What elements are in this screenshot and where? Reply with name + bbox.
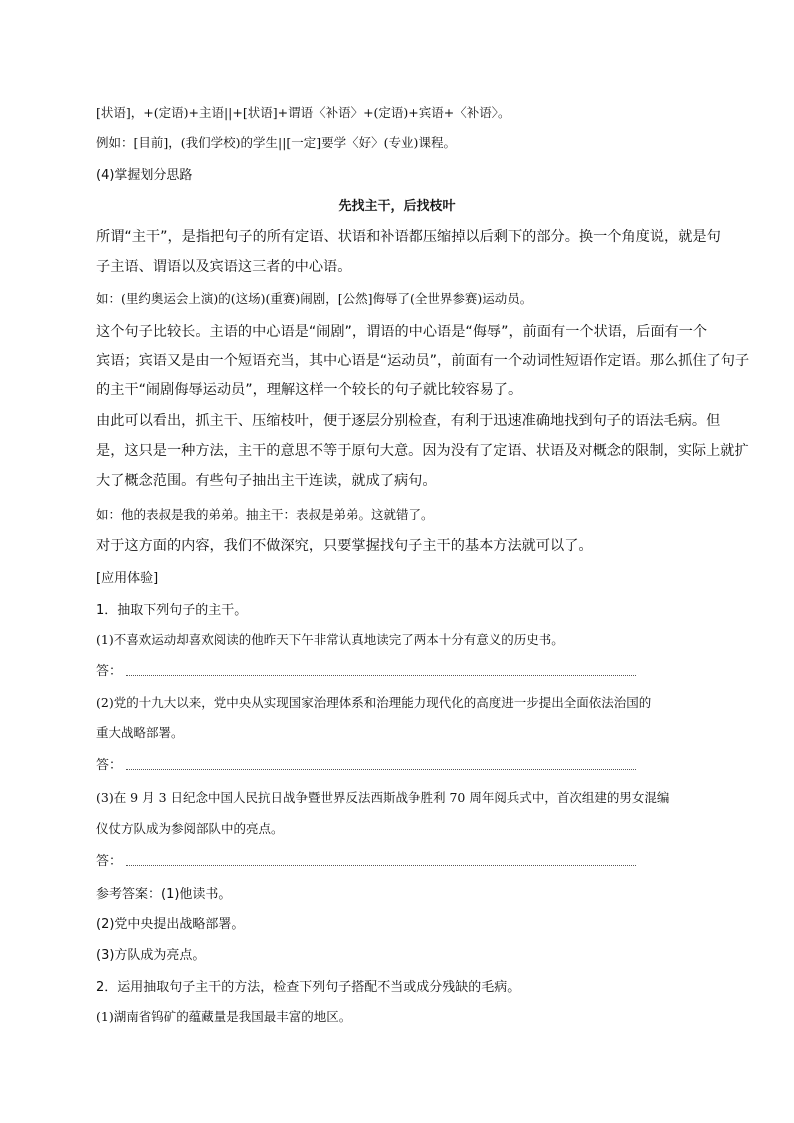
question-2-1: (1)湖南省钨矿的蕴藏量是我国最丰富的地区。 <box>96 1009 352 1024</box>
question-1-1: (1)不喜欢运动却喜欢阅读的他昨天下午非常认真地读完了两本十分有意义的历史书。 <box>96 632 564 647</box>
example-1: 如：(里约奥运会上演)的(这场)(重赛)闹剧，[公然]侮辱了(全世界参赛)运动员。 <box>96 291 533 306</box>
paragraph-3-line-2: 是，这只是一种方法，主干的意思不等于原句大意。因为没有了定语、状语及对概念的限制，实际上就扩 <box>96 443 749 459</box>
answer-label: 答： <box>96 758 123 773</box>
question-1-2-line-1: (2)党的十九大以来，党中央从实现国家治理体系和治理能力现代化的高度进一步提出全面依法治国的 <box>96 695 652 710</box>
section-heading: 先找主干，后找枝叶 <box>338 199 456 214</box>
reference-answer-1: 参考答案：(1)他读书。 <box>96 887 232 902</box>
example-2: 如：他的表叔是我的弟弟。抽主干：表叔是弟弟。这就错了。 <box>96 507 434 522</box>
formula-line: [状语]，+(定语)+主语||+[状语]+谓语〈补语〉+(定语)+宾语+〈补语〉。 <box>96 105 511 120</box>
paragraph-2-line-3: 的主干“闹剧侮辱运动员”，理解这样一个较长的句子就比较容易了。 <box>96 382 523 398</box>
answer-blank[interactable] <box>126 768 636 770</box>
reference-answer-3: (3)方队成为亮点。 <box>96 948 206 963</box>
paragraph-3-line-1: 由此可以看出，抓主干、压缩枝叶，便于逐层分别检查，有利于迅速准确地找到句子的语法毛病。但 <box>96 413 721 429</box>
question-1-3-line-1: (3)在 9 月 3 日纪念中国人民抗日战争暨世界反法西斯战争胜利 70 周年阅兵式中，首次组建的男女混编 <box>96 790 670 805</box>
question-2: 2．运用抽取句子主干的方法，检查下列句子搭配不当或成分残缺的毛病。 <box>96 980 521 995</box>
answer-row-3[interactable] <box>96 850 636 869</box>
example-line: 例如：[目前]，(我们学校)的学生||[一定]要学〈好〉(专业)课程。 <box>96 135 456 150</box>
answer-row-2[interactable] <box>96 754 636 773</box>
reference-answer-2: (2)党中央提出战略部署。 <box>96 917 245 932</box>
question-1: 1．抽取下列句子的主干。 <box>96 603 248 618</box>
paragraph-2-line-2: 宾语；宾语又是由一个短语充当，其中心语是“运动员”，前面有一个动词性短语作定语。那么抓住了句子 <box>96 353 750 369</box>
paragraph-2-line-1: 这个句子比较长。主语的中心语是“闹剧”，谓语的中心语是“侮辱”，前面有一个状语，后面有一个 <box>96 324 708 340</box>
paragraph-4: 对于这方面的内容，我们不做深究，只要掌握找句子主干的基本方法就可以了。 <box>96 538 593 554</box>
answer-blank[interactable] <box>126 674 636 676</box>
answer-label: 答： <box>96 854 123 869</box>
answer-row-1[interactable] <box>96 660 636 679</box>
practice-heading: [应用体验] <box>96 571 159 586</box>
question-1-3-line-2: 仪仗方队成为参阅部队中的亮点。 <box>96 821 284 836</box>
answer-label: 答： <box>96 664 123 679</box>
paragraph-1-line-1: 所谓“主干”，是指把句子的所有定语、状语和补语都压缩掉以后剩下的部分。换一个角度说，就是句 <box>96 229 721 245</box>
section-title: (4)掌握划分思路 <box>96 168 193 183</box>
question-1-2-line-2: 重大战略部署。 <box>96 725 184 740</box>
paragraph-3-line-3: 大了概念范围。有些句子抽出主干连读，就成了病句。 <box>96 473 437 489</box>
answer-blank[interactable] <box>126 864 636 866</box>
paragraph-1-line-2: 子主语、谓语以及宾语这三者的中心语。 <box>96 259 352 275</box>
